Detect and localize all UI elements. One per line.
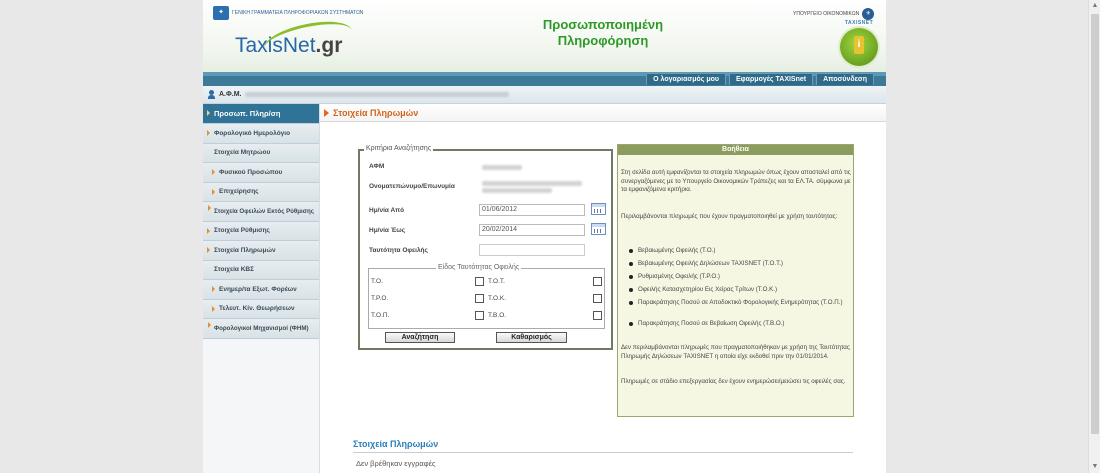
no-records-text: Δεν βρέθηκαν εγγραφές xyxy=(356,459,436,468)
info-i-icon: i xyxy=(854,36,864,54)
page xyxy=(203,0,886,473)
vertical-scrollbar[interactable] xyxy=(1088,0,1100,473)
scroll-down-icon[interactable]: ▼ xyxy=(1091,463,1099,470)
top-nav-items xyxy=(646,73,874,85)
arrow-icon xyxy=(212,286,215,292)
page-title: Στοιχεία Πληρωμών xyxy=(333,108,419,118)
gsis-logo-icon: ✦ xyxy=(213,6,229,20)
debt-type-fieldset xyxy=(368,264,605,329)
gsis-brand xyxy=(213,6,363,20)
nav-taxisnet-apps[interactable]: Εφαρμογές TAXISnet xyxy=(729,73,813,85)
arrow-icon xyxy=(207,130,210,136)
type-label-tbo: Τ.Β.Ο. xyxy=(488,312,507,319)
help-paragraph-2: Περιλαμβάνονται πληρωμές που έχουν πραγματοποιηθεί με χρήση ταυτότητας: xyxy=(621,213,838,220)
gsis-text: ΓΕΝΙΚΗ ΓΡΑΜΜΑΤΕΙΑ ΠΛΗΡΟΦΟΡΙΑΚΩΝ ΣΥΣΤΗΜΑΤΩΝ xyxy=(232,10,364,16)
name-value-redacted-2 xyxy=(482,188,552,193)
type-checkbox-tok[interactable] xyxy=(593,294,602,303)
type-checkbox-to[interactable] xyxy=(475,277,484,286)
sidebar-item-tax-calendar[interactable]: Φορολογικό Ημερολόγιο xyxy=(203,124,319,144)
arrow-icon xyxy=(212,306,215,312)
sidebar-item-payments[interactable]: Στοιχεία Πληρωμών xyxy=(203,241,319,261)
search-button[interactable]: Αναζήτηση xyxy=(385,332,455,343)
taxisnet-logo[interactable]: TaxisNet.gr xyxy=(235,34,343,57)
debt-id-input[interactable] xyxy=(479,244,585,256)
clear-button[interactable]: Καθαρισμός xyxy=(496,332,567,343)
type-label-top: Τ.Ο.Π. xyxy=(371,312,390,319)
type-label-tro: Τ.Ρ.Ο. xyxy=(371,295,389,302)
arrow-icon xyxy=(207,247,210,253)
user-icon xyxy=(208,90,215,99)
date-from-label: Ημ/νία Από xyxy=(369,207,405,214)
date-to-label: Ημ/νία Έως xyxy=(369,227,406,234)
type-checkbox-tbo[interactable] xyxy=(593,311,602,320)
sidebar-item-natural-person[interactable]: Φυσικού Προσώπου xyxy=(203,163,319,183)
search-criteria-fieldset xyxy=(358,145,613,350)
date-to-input[interactable]: 20/02/2014 xyxy=(479,224,585,236)
debt-id-label: Ταυτότητα Οφειλής xyxy=(369,247,428,254)
ministry-seal-icon: ⚜ xyxy=(862,8,874,20)
sidebar-item-last-endorsements[interactable]: Τελευτ. Κίν. Θεωρήσεων xyxy=(203,300,319,320)
arrow-icon xyxy=(212,169,215,175)
help-list-item: Βεβαιωμένης Οφειλής Δηλώσεων TAXISNET (Τ.Ο.Τ.) xyxy=(638,260,848,269)
results-title: Στοιχεία Πληρωμών xyxy=(353,439,439,449)
debt-type-legend: Είδος Ταυτότητας Οφειλής xyxy=(438,264,520,271)
date-from-input[interactable]: 01/06/2012 xyxy=(479,204,585,216)
arrow-icon xyxy=(324,109,329,117)
type-checkbox-tro[interactable] xyxy=(475,294,484,303)
afm-redacted xyxy=(245,92,509,97)
sidebar-item-fiscal-devices[interactable]: Φορολογικοί Μηχανισμοί (ΦΗΜ) xyxy=(203,319,319,339)
type-checkbox-tot[interactable] xyxy=(593,277,602,286)
help-box xyxy=(617,144,854,417)
ministry-brand: ΥΠΟΥΡΓΕΙΟ ΟΙΚΟΝΟΜΙΚΩΝ ⚜ xyxy=(793,8,874,20)
arrow-icon xyxy=(212,189,215,195)
content-header xyxy=(320,104,886,122)
sidebar xyxy=(203,104,320,473)
nav-logout[interactable]: Αποσύνδεση xyxy=(816,73,874,85)
type-checkbox-top[interactable] xyxy=(475,311,484,320)
arrow-icon xyxy=(207,110,210,116)
name-field-label: Ονοματεπώνυμο/Επωνυμία xyxy=(369,183,455,190)
help-panel xyxy=(617,144,854,418)
help-paragraph-3: Δεν περιλαμβάνονται πληρωμές που πραγματοποιήθηκαν με χρήση της Ταυτότητας Πληρωμής Δηλώσεων TAXISNET η οποία είχε εκδοθεί πριν την 01/01/2014. xyxy=(621,344,850,360)
help-paragraph-1: Στη σελίδα αυτή εμφανίζονται τα στοιχεία πληρωμών όπως έχουν αποσταλεί από τις συνεργαζόμενες με το Υπουργείο Οικονομικών Τράπεζες και τα ΕΛ.ΤΑ. σύμφωνα με τα εμφανιζόμενα κριτήρια. xyxy=(621,169,851,194)
sidebar-item-settlement[interactable]: Στοιχεία Ρύθμισης xyxy=(203,222,319,242)
help-list-item: Βεβαιωμένης Οφειλής (Τ.Ο.) xyxy=(638,247,848,256)
criteria-legend: Κριτήρια Αναζήτησης xyxy=(366,145,432,152)
sidebar-item-external-bodies[interactable]: Ενημερ/τα Εξωτ. Φορέων xyxy=(203,280,319,300)
user-bar xyxy=(203,86,886,104)
type-label-tot: Τ.Ο.Τ. xyxy=(488,278,505,285)
afm-value-redacted xyxy=(482,165,522,170)
sidebar-item-registry[interactable]: Στοιχεία Μητρώου xyxy=(203,144,319,164)
name-value-redacted xyxy=(482,181,582,186)
scroll-thumb[interactable] xyxy=(1091,14,1099,434)
header-title: Προσωποποιημένη Πληροφόρηση xyxy=(542,17,664,48)
help-list-item: Παρακράτησης Ποσού σε Βεβαίωση Οφειλής (Τ.Β.Ο.) xyxy=(638,320,848,329)
arrow-icon xyxy=(207,228,210,234)
type-label-tok: Τ.Ο.Κ. xyxy=(488,295,507,302)
sidebar-item-debts-outside-settlement[interactable]: Στοιχεία Οφειλών Εκτός Ρύθμισης xyxy=(203,202,319,222)
help-title: Βοήθεια xyxy=(618,145,853,155)
nav-my-account[interactable]: Ο λογαριασμός μου xyxy=(646,73,726,85)
arrow-icon xyxy=(208,322,211,328)
afm-field-label: ΑΦΜ xyxy=(369,163,385,170)
help-list-item: Ρυθμισμένης Οφειλής (Τ.Ρ.Ο.) xyxy=(638,273,848,282)
help-paragraph-4: Πληρωμές σε στάδιο επεξεργασίας δεν έχουν ενημερώσει/μειώσει τις οφειλές σας. xyxy=(621,378,846,385)
help-list-item: Παρακράτησης Ποσού σε Αποδοκτικό Φορολογικής Ενημερότητας (Τ.Ο.Π.) xyxy=(638,299,848,308)
afm-label: Α.Φ.Μ. xyxy=(219,91,242,98)
results-divider xyxy=(353,452,853,453)
header xyxy=(203,0,886,72)
help-list-item: Οφειλής Κατασχετηρίου Εις Χείρας Τρίτων (Τ.Ο.Κ.) xyxy=(638,286,848,295)
type-label-to: Τ.Ο. xyxy=(371,278,383,285)
scroll-up-icon[interactable]: ▲ xyxy=(1091,2,1099,9)
arrow-icon xyxy=(208,205,211,211)
sidebar-item-kbs[interactable]: Στοιχεία ΚΒΣ xyxy=(203,261,319,281)
calendar-icon[interactable] xyxy=(591,223,606,235)
calendar-icon[interactable] xyxy=(591,203,606,215)
sidebar-item-personalized-info[interactable]: Προσωπ. Πληρ/ση xyxy=(203,104,319,124)
badge-text: TAXISNET xyxy=(844,20,874,26)
sidebar-item-business[interactable]: Επιχείρησης xyxy=(203,183,319,203)
